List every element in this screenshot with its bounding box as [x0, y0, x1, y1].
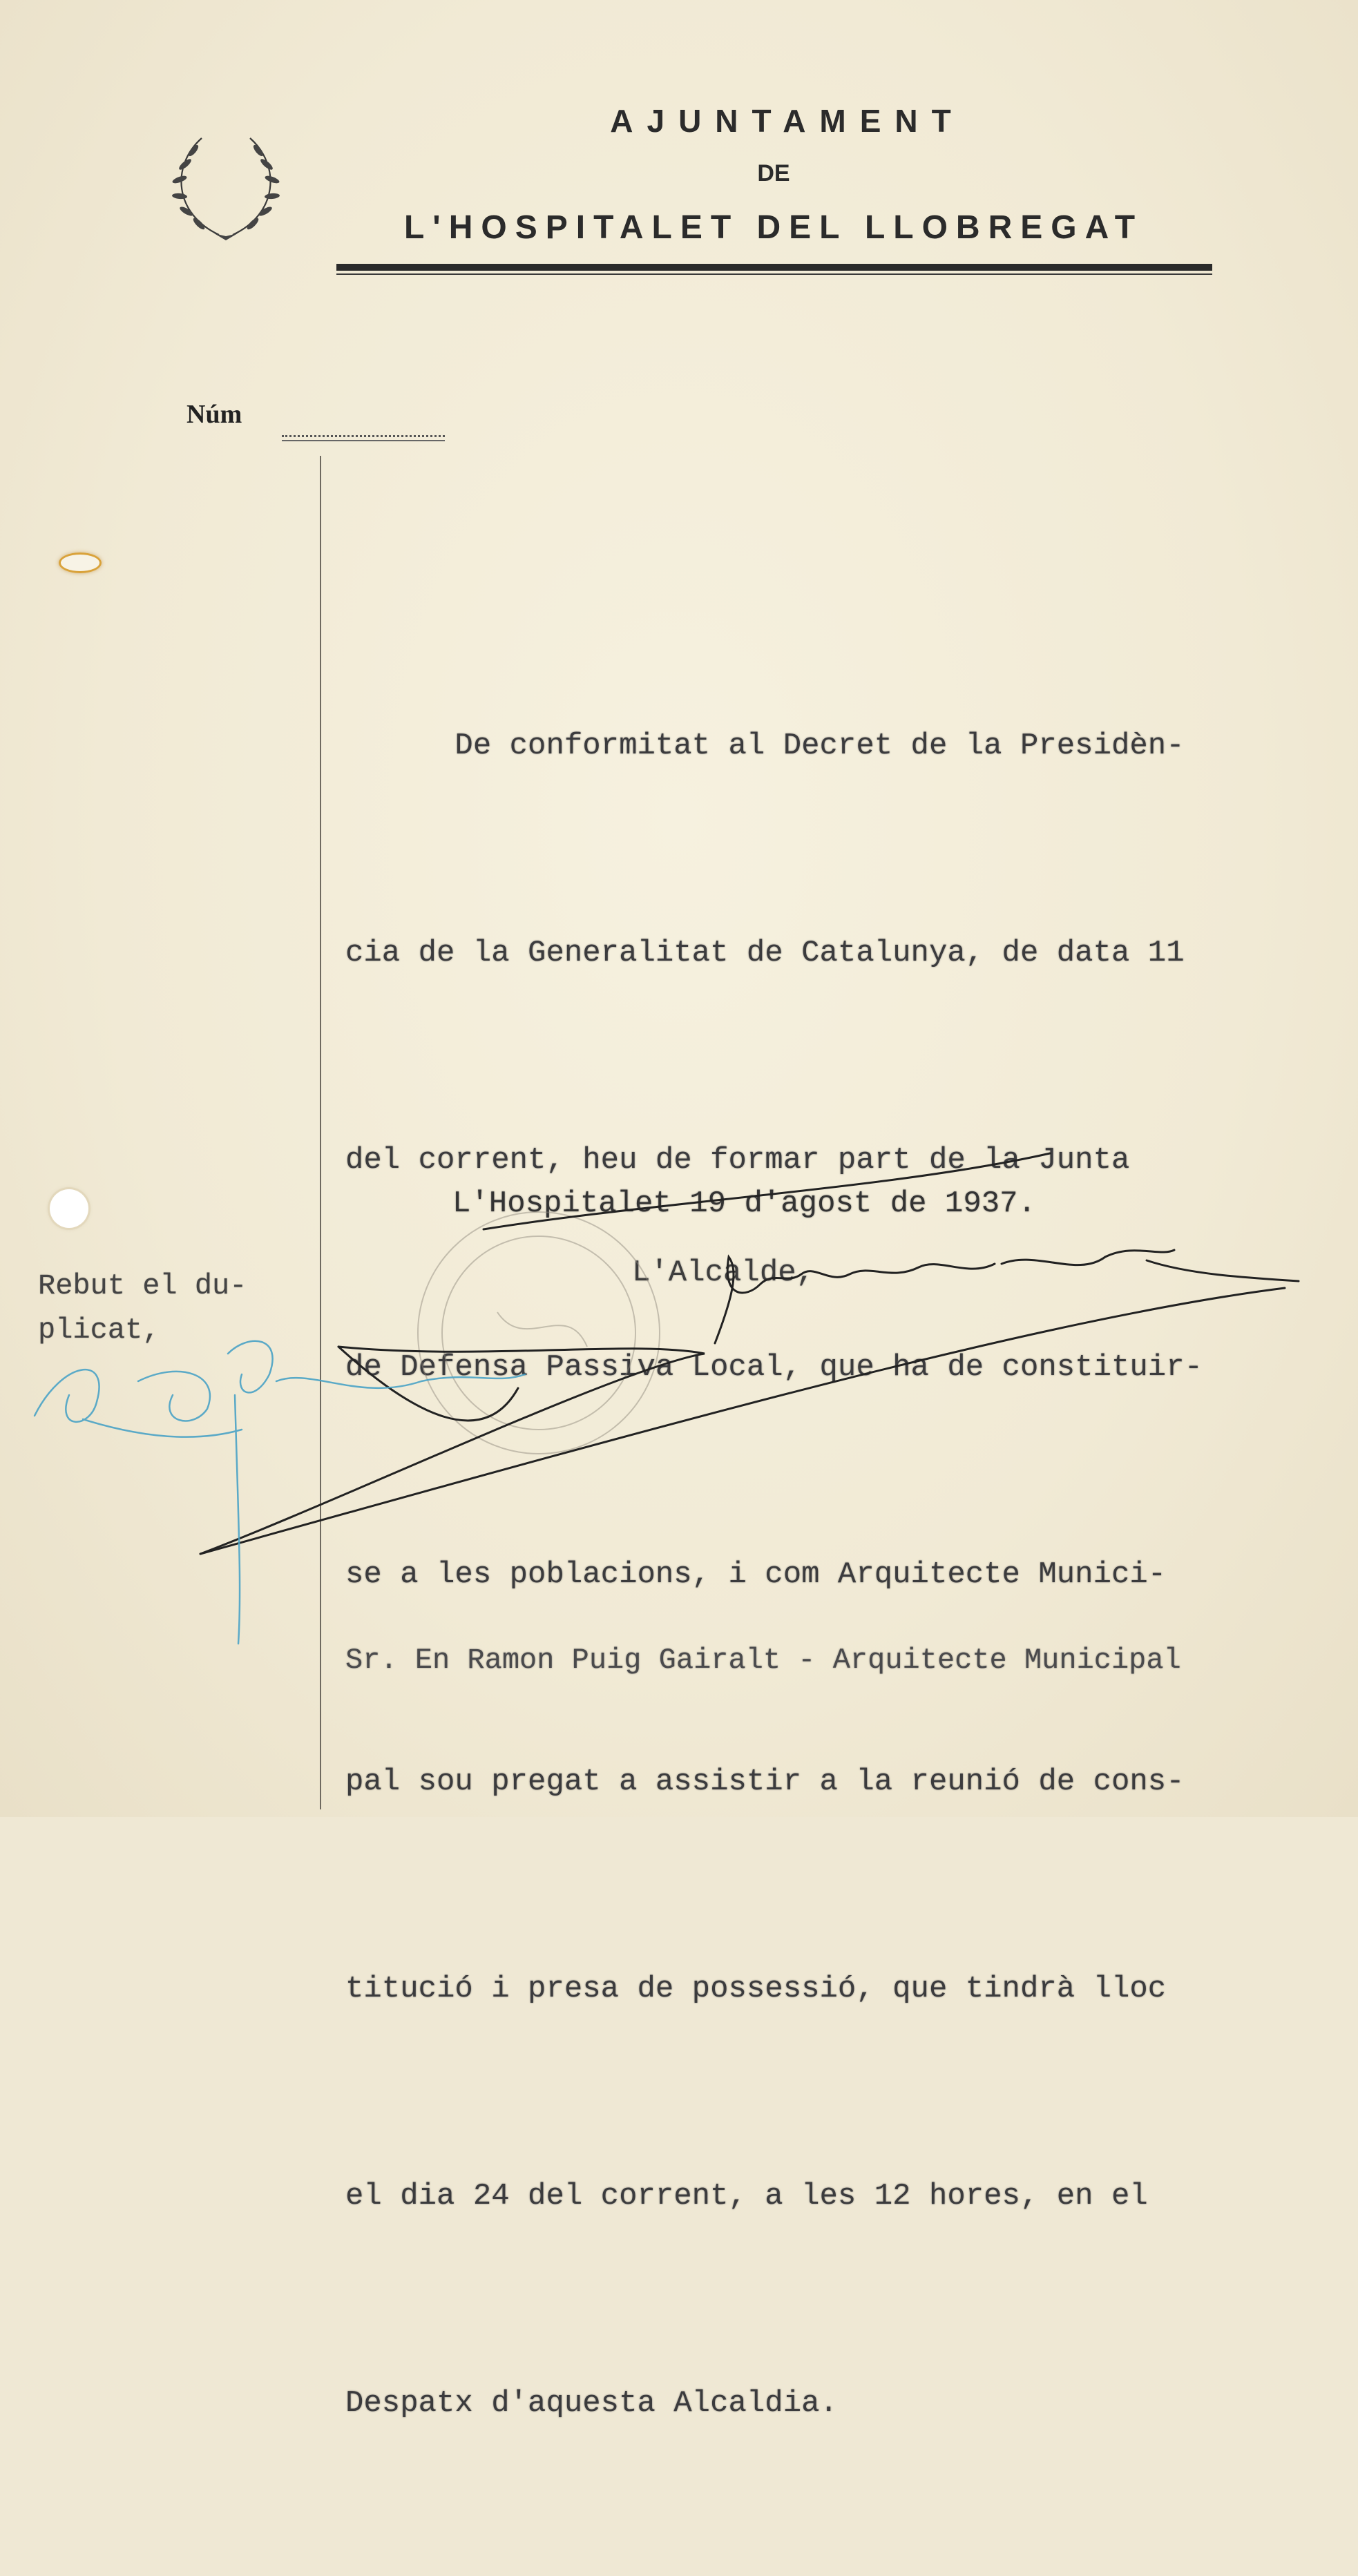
punch-hole-bottom: [50, 1189, 88, 1228]
margin-line: [320, 456, 321, 1809]
place-and-date: L'Hospitalet 19 d'agost de 1937.: [452, 1186, 1036, 1221]
receipt-line: plicat,: [38, 1314, 160, 1347]
body-line: cia de la Generalitat de Catalunya, de data 11: [345, 936, 1185, 970]
reference-number-label: Núm: [187, 400, 242, 429]
receipt-note: [38, 1264, 247, 1352]
receipt-line: Rebut el du-: [38, 1269, 247, 1303]
letterhead-rule: [336, 264, 1212, 271]
body-line: del corrent, heu de formar part de la Junta: [345, 1143, 1130, 1178]
body-line: titució i presa de possessió, que tindrà lloc: [345, 1972, 1167, 2006]
letterhead-rule-thin: [336, 273, 1212, 275]
reference-number-blank: [282, 435, 445, 437]
body-line: de Defensa Passiva Local, que ha de constituir-: [345, 1350, 1203, 1385]
body-line: pal sou pregat a assistir a la reunió de cons-: [345, 1765, 1185, 1799]
body-line: De conformitat al Decret de la Presidèn-: [345, 729, 1185, 763]
addressee: Sr. En Ramon Puig Gairalt - Arquitecte Municipal: [345, 1644, 1181, 1677]
letterhead-title: AJUNTAMENT: [610, 103, 965, 139]
body-line: el dia 24 del corrent, a les 12 hores, en el: [345, 2179, 1148, 2213]
letterhead-municipality: L'HOSPITALET DEL LLOBREGAT: [403, 209, 1144, 246]
laurel-wreath-emblem: [160, 124, 291, 249]
body-line: Despatx d'aquesta Alcaldia.: [345, 2386, 838, 2421]
letterhead-connector: DE: [757, 160, 790, 186]
letter-body: [345, 573, 1312, 2576]
reference-number-underline: [282, 440, 445, 441]
body-line: se a les poblacions, i com Arquitecte Munici-: [345, 1557, 1167, 1592]
punch-hole-top: [59, 552, 102, 573]
signatory-title: L'Alcalde,: [632, 1256, 815, 1290]
